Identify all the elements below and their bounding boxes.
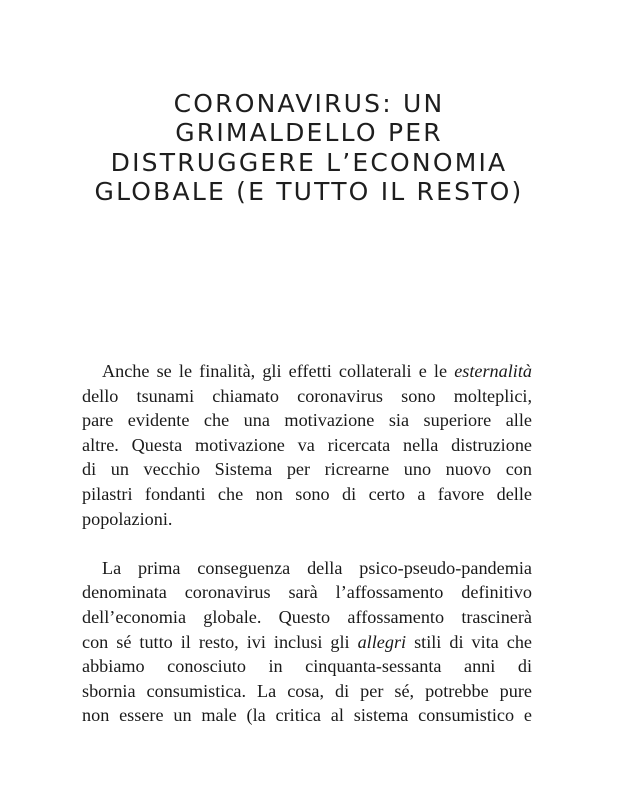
text-run: stili di vita che: [406, 631, 532, 652]
text-line: [82, 359, 532, 384]
paragraph-1: [82, 359, 532, 531]
text-line: non essere un male (la critica al sistema consumistico e: [82, 705, 532, 726]
text-run: Anche se le finalità, gli effetti collaterali e le: [102, 361, 455, 381]
text-line: di un vecchio Sistema per ricrearne uno nuovo con: [82, 459, 532, 480]
chapter-title-line: GLOBALE (E TUTTO IL RESTO): [94, 176, 524, 206]
text-line: pilastri fondanti che non sono di certo a favore delle: [82, 483, 532, 504]
text-line: altre. Questa motivazione va ricercata nella distruzione: [82, 434, 532, 455]
text-line: dell’economia globale. Questo affossamento trascinerà: [82, 606, 532, 627]
text-line: popolazioni.: [82, 508, 173, 529]
text-line: dello tsunami chiamato coronavirus sono molteplici,: [82, 385, 532, 406]
text-line: denominata coronavirus sarà l’affossamento definitivo: [82, 582, 532, 603]
paragraph-2: [82, 556, 532, 728]
chapter-title-line: GRIMALDELLO PER: [175, 118, 443, 148]
chapter-title-line: DISTRUGGERE L’ECONOMIA: [110, 147, 508, 177]
text-line: sbornia consumistica. La cosa, di per sé, potrebbe pure: [82, 680, 532, 701]
text-run: con sé tutto il resto, ivi inclusi gli: [82, 631, 358, 652]
text-line: pare evidente che una motivazione sia superiore alle: [82, 410, 532, 431]
chapter-title: [0, 89, 618, 206]
text-line: [82, 630, 532, 655]
italic-term: allegri: [357, 631, 407, 652]
body-text: [82, 359, 532, 753]
text-line: abbiamo conosciuto in cinquanta-sessanta anni di: [82, 656, 532, 677]
text-line: La prima conseguenza della psico-pseudo-pandemia: [102, 557, 532, 578]
chapter-title-line: CORONAVIRUS: UN: [173, 89, 445, 118]
italic-term: esternalità: [454, 361, 532, 381]
